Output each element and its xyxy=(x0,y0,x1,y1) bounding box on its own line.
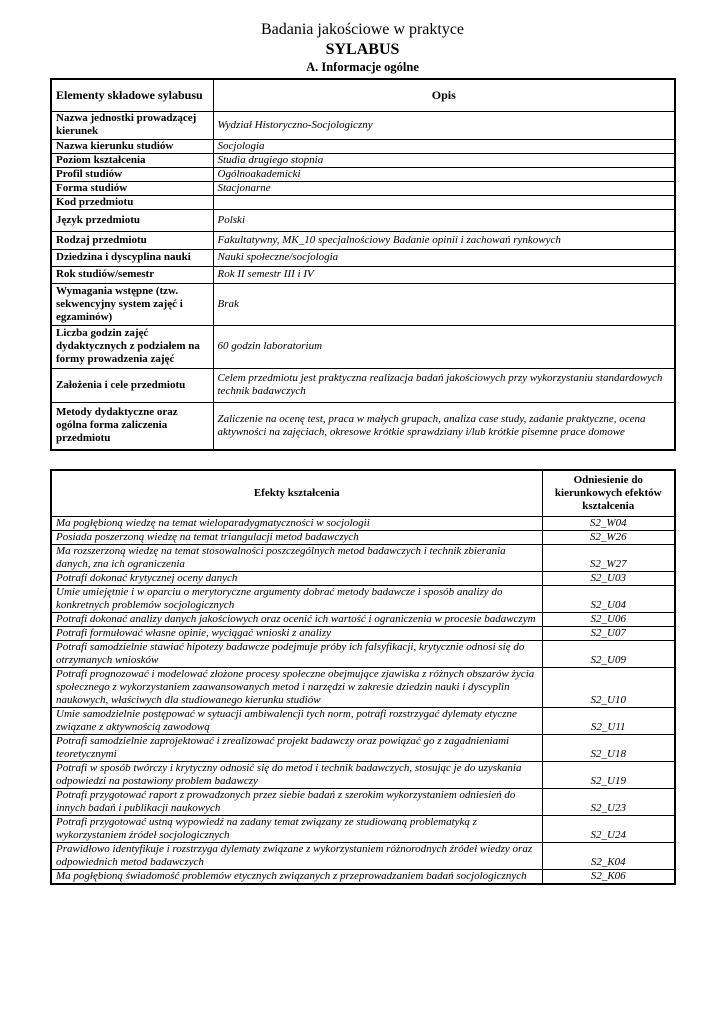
table-row xyxy=(51,815,675,842)
column-header: Efekty kształcenia xyxy=(51,470,542,516)
row-label: Dziedzina i dyscyplina nauki xyxy=(51,249,213,266)
section-heading: A. Informacje ogólne xyxy=(306,60,419,74)
row-label: Profil studiów xyxy=(51,167,213,181)
effect-code: S2_U09 xyxy=(542,640,675,667)
row-label: Kod przedmiotu xyxy=(51,195,213,209)
effect-code: S2_W26 xyxy=(542,530,675,544)
table-row xyxy=(51,167,675,181)
table-row xyxy=(51,368,675,402)
table-row xyxy=(51,283,675,325)
table-row xyxy=(51,153,675,167)
table-row xyxy=(51,626,675,640)
row-value: Fakultatywny, MK_10 specjalnościowy Badanie opinii i zachowań rynkowych xyxy=(213,231,675,249)
effect-code: S2_U04 xyxy=(542,585,675,612)
row-value: Brak xyxy=(213,283,675,325)
table-row xyxy=(51,209,675,231)
effect-text: Ma pogłębioną wiedzę na temat wieloparadygmatyczności w socjologii xyxy=(51,516,542,530)
effect-code: S2_U19 xyxy=(542,761,675,788)
table-row xyxy=(51,788,675,815)
effect-code: S2_U10 xyxy=(542,667,675,707)
effect-code: S2_U03 xyxy=(542,571,675,585)
effect-text: Potrafi formułować własne opinie, wyciągać wnioski z analizy xyxy=(51,626,542,640)
row-label: Metody dydaktyczne oraz ogólna forma zaliczenia przedmiotu xyxy=(51,402,213,450)
effect-text: Umie umiejętnie i w oparciu o merytoryczne argumenty dobrać metody badawcze i sposób analizy do konkretnych problemów socjologicznych xyxy=(51,585,542,612)
row-value: Ogólnoakademicki xyxy=(213,167,675,181)
table-row xyxy=(51,325,675,368)
column-header: Odniesienie do kierunkowych efektów kształcenia xyxy=(542,470,675,516)
row-label: Rok studiów/semestr xyxy=(51,266,213,283)
effect-code: S2_K06 xyxy=(542,869,675,884)
effect-text: Potrafi samodzielnie stawiać hipotezy badawcze podejmuje próby ich falsyfikacji, krytycznie odnosi się do otrzymanych wniosków xyxy=(51,640,542,667)
row-label: Liczba godzin zajęć dydaktycznych z podziałem na formy prowadzenia zajęć xyxy=(51,325,213,368)
table-row xyxy=(51,139,675,153)
effect-text: Potrafi dokonać analizy danych jakościowych oraz ocenić ich wartość i ograniczenia w procesie badawczym xyxy=(51,612,542,626)
table-row xyxy=(51,249,675,266)
effect-text: Posiada poszerzoną wiedzę na temat triangulacji metod badawczych xyxy=(51,530,542,544)
row-value: Wydział Historyczno-Socjologiczny xyxy=(213,111,675,139)
effect-code: S2_U18 xyxy=(542,734,675,761)
row-label: Nazwa jednostki prowadzącej kierunek xyxy=(51,111,213,139)
column-header: Opis xyxy=(213,79,675,111)
row-value: Rok II semestr III i IV xyxy=(213,266,675,283)
row-value xyxy=(213,195,675,209)
row-label: Wymagania wstępne (tzw. sekwencyjny system zajęć i egzaminów) xyxy=(51,283,213,325)
table-row xyxy=(51,734,675,761)
effect-text: Umie samodzielnie postępować w sytuacji ambiwalencji tych norm, potrafi rozstrzygać dylematy etyczne związane z aktywnością zawodową xyxy=(51,707,542,734)
table-row xyxy=(51,516,675,530)
effect-text: Potrafi przygotować ustną wypowiedź na zadany temat związany ze studiowaną problematyką z wykorzystaniem źródeł socjologicznych xyxy=(51,815,542,842)
row-label: Nazwa kierunku studiów xyxy=(51,139,213,153)
table-row xyxy=(51,667,675,707)
row-label: Poziom kształcenia xyxy=(51,153,213,167)
row-label: Założenia i cele przedmiotu xyxy=(51,368,213,402)
table-row xyxy=(51,402,675,450)
effect-text: Potrafi przygotować raport z prowadzonych przez siebie badań z szerokim wykorzystaniem odniesień do innych badań i publikacji naukowych xyxy=(51,788,542,815)
effect-code: S2_U23 xyxy=(542,788,675,815)
table-row xyxy=(51,231,675,249)
row-value: Nauki społeczne/socjologia xyxy=(213,249,675,266)
effect-text: Ma pogłębioną świadomość problemów etycznych związanych z przeprowadzaniem badań socjologicznych xyxy=(51,869,542,884)
table-header-row xyxy=(51,79,675,111)
effect-code: S2_U11 xyxy=(542,707,675,734)
document-subtitle: SYLABUS xyxy=(325,41,400,58)
table-row xyxy=(51,761,675,788)
effect-code: S2_U24 xyxy=(542,815,675,842)
effect-code: S2_U07 xyxy=(542,626,675,640)
effect-text: Potrafi prognozować i modelować złożone procesy społeczne obejmujące zjawiska z różnych obszarów życia społecznego z wykorzystaniem zaawansowanych metod i narzędzi w zakresie dziedzin nauki i dyscyplin naukowych, właściwych dla studiowanego kierunku studiów xyxy=(51,667,542,707)
row-value: Socjologia xyxy=(213,139,675,153)
effect-text: Ma rozszerzoną wiedzę na temat stosowalności poszczególnych metod badawczych i technik zbierania danych, zna ich ograniczenia xyxy=(51,544,542,571)
table-row xyxy=(51,707,675,734)
effect-text: Prawidłowo identyfikuje i rozstrzyga dylematy związane z wykorzystaniem różnorodnych źródeł wiedzy oraz odpowiednich metod badawczych xyxy=(51,842,542,869)
row-value: Stacjonarne xyxy=(213,181,675,195)
table-row xyxy=(51,181,675,195)
table-row xyxy=(51,544,675,571)
effect-text: Potrafi dokonać krytycznej oceny danych xyxy=(51,571,542,585)
effect-code: S2_U06 xyxy=(542,612,675,626)
column-header: Elementy składowe sylabusu xyxy=(51,79,213,111)
table-row xyxy=(51,530,675,544)
effect-code: S2_W04 xyxy=(542,516,675,530)
table-row xyxy=(51,640,675,667)
table-row xyxy=(51,111,675,139)
effect-code: S2_W27 xyxy=(542,544,675,571)
row-value: Studia drugiego stopnia xyxy=(213,153,675,167)
document-title: Badania jakościowe w praktyce xyxy=(260,21,465,38)
row-value: Zaliczenie na ocenę test, praca w małych grupach, analiza case study, zadanie praktyczne, ocena aktywności na zajęciach, okresowe krótkie sprawdziany i/lub krótkie pisemne prace domowe xyxy=(213,402,675,450)
row-label: Język przedmiotu xyxy=(51,209,213,231)
table-row xyxy=(51,571,675,585)
row-label: Forma studiów xyxy=(51,181,213,195)
general-info-table xyxy=(50,78,676,451)
table-row xyxy=(51,195,675,209)
row-value: Celem przedmiotu jest praktyczna realizacja badań jakościowych przy wykorzystaniu standardowych technik badawczych xyxy=(213,368,675,402)
effect-text: Potrafi w sposób twórczy i krytyczny odnosić się do metod i technik badawczych, stosując je do uzyskania odpowiedzi na postawiony problem badawczy xyxy=(51,761,542,788)
learning-outcomes-table xyxy=(50,469,676,885)
effect-text: Potrafi samodzielnie zaprojektować i zrealizować projekt badawczy oraz powiązać go z zagadnieniami teoretycznymi xyxy=(51,734,542,761)
table-header-row xyxy=(51,470,675,516)
row-value: 60 godzin laboratorium xyxy=(213,325,675,368)
table-row xyxy=(51,612,675,626)
effect-code: S2_K04 xyxy=(542,842,675,869)
table-row xyxy=(51,842,675,869)
table-row xyxy=(51,869,675,884)
table-row xyxy=(51,266,675,283)
table-row xyxy=(51,585,675,612)
row-value: Polski xyxy=(213,209,675,231)
row-label: Rodzaj przedmiotu xyxy=(51,231,213,249)
